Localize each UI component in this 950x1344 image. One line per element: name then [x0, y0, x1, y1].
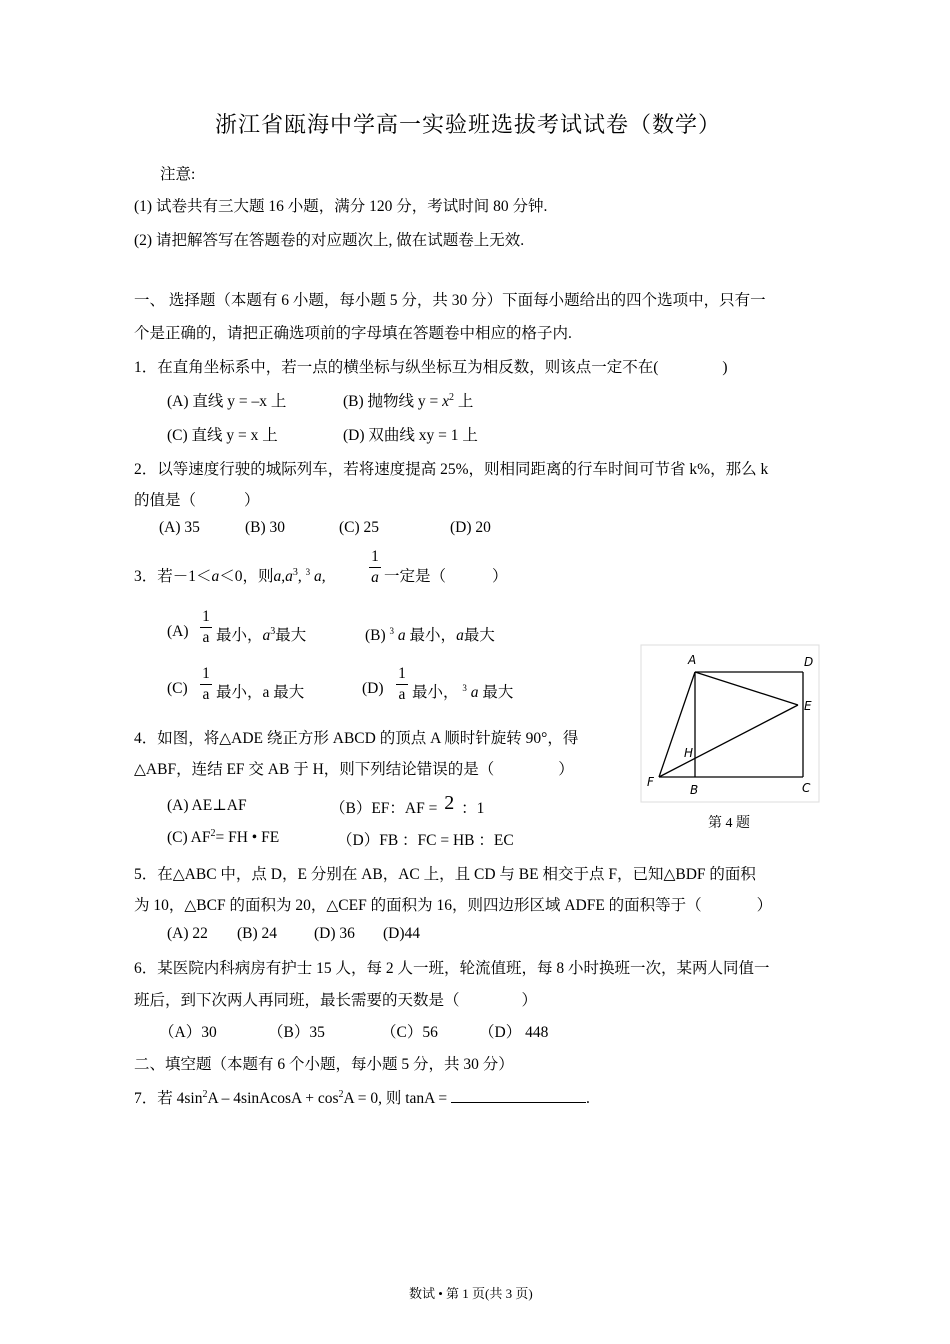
q1-option-a: (A) 直线 y = –x 上 [167, 393, 287, 410]
q3-option-a-var: a [262, 627, 271, 644]
q3-option-d-text1: 最小， [412, 684, 459, 701]
q3-exp3: 3 [292, 566, 298, 578]
q3-option-b-root: 3 [389, 625, 395, 636]
q3-option-d-text2: 最大 [482, 684, 514, 701]
q7-exp1: 2 [202, 1088, 208, 1100]
q3-option-c-label: (C) [167, 680, 188, 697]
q3-list-a3: a [285, 568, 293, 585]
fig-label-h: H [684, 746, 694, 760]
q4-option-c [167, 828, 279, 847]
notice-heading: 注意: [160, 166, 196, 183]
q2-option-a: (A) 35 [159, 519, 200, 536]
q3-option-a-num: 1 [202, 608, 210, 625]
q3-option-a-text [216, 623, 306, 645]
q2-line1: 2．以等速度行驶的城际列车，若将速度提高 25%，则相同距离的行车时间可节省 k%，那么 k [134, 461, 769, 478]
q4-figure-caption: 第 4 题 [708, 816, 750, 831]
q3-option-a-label: (A) [167, 623, 189, 640]
q1-option-b-suffix: 上 [457, 393, 474, 410]
q3-stem-prefix: 3．若－1＜ [134, 568, 212, 585]
q1-option-b-prefix: (B) 抛物线 y = [343, 393, 439, 410]
q2-line2-text: 的值是（ [134, 492, 197, 509]
q2-option-c: (C) 25 [339, 519, 380, 536]
q4-option-b [330, 792, 485, 819]
fig-label-b: B [690, 783, 699, 797]
q6-line2 [134, 988, 537, 1010]
q6-option-d: （D） 448 [479, 1024, 549, 1041]
q3-option-b-label: (B) [365, 627, 386, 644]
notice-item-2: (2) 请把解答写在答题卷的对应题次上, 做在试题卷上无效. [134, 232, 525, 249]
q2-option-b: (B) 30 [245, 519, 286, 536]
q5-option-c: (D) 36 [314, 925, 355, 942]
q1-option-c: (C) 直线 y = x 上 [167, 427, 278, 444]
q3-stem-fraction [369, 549, 381, 585]
q7-end: . [585, 1090, 590, 1107]
q1-option-b-var: x [442, 393, 450, 410]
q3-root-index: 3 [305, 566, 311, 577]
q4-option-d: （D）FB ：FC = HB ：EC [337, 832, 514, 849]
q3-option-b [365, 623, 495, 645]
q3-option-c-fraction [200, 666, 212, 702]
q3-option-c-text: 最小，a 最大 [216, 684, 305, 701]
q2-close: ） [244, 492, 260, 509]
page-title: 浙江省瓯海中学高一实验班选拔考试试卷（数学） [215, 112, 722, 137]
q3-option-d-label: (D) [362, 680, 384, 697]
q3-option-d-var: a [470, 684, 479, 701]
q3-option-a-fraction [200, 609, 212, 645]
q6-close: ） [521, 992, 538, 1009]
q5-close: ） [756, 897, 773, 914]
q7-exp2: 2 [338, 1088, 344, 1100]
q5-line2 [134, 893, 772, 915]
q1-stem [134, 355, 728, 377]
q3-option-b-text1: 最小， [409, 627, 457, 644]
fig-label-c: C [802, 781, 811, 795]
q3-option-d-fraction [396, 666, 408, 702]
q7-stem [134, 1086, 590, 1108]
notice-item-1: (1) 试卷共有三大题 16 小题，满分 120 分，考试时间 80 分钟. [134, 198, 548, 215]
q5-option-b: (B) 24 [237, 925, 278, 942]
q1-option-b-exp: 2 [449, 391, 455, 403]
q4-line1: 4．如图，将△ADE 绕正方形 ABCD 的顶点 A 顺时针旋转 90°，得 [134, 730, 579, 747]
q3-stem-suffix: 一定是（ [384, 568, 447, 585]
q3-option-a-den: a [202, 628, 210, 646]
q1-option-d: (D) 双曲线 xy = 1 上 [343, 427, 478, 444]
q3-option-a-text2: 最大 [275, 627, 307, 644]
q4-close: ） [558, 761, 574, 778]
q4-line2 [134, 757, 574, 779]
q4-option-c-suffix: = FH • FE [215, 829, 280, 847]
q6-option-a: （A）30 [159, 1024, 217, 1041]
q4-option-a: (A) AE⊥AF [167, 797, 247, 814]
q5-line1: 5．在△ABC 中，点 D，E 分别在 AB，AC 上，且 CD 与 BE 相交于点 F，已知△BDF 的面积 [134, 866, 756, 883]
q3-frac-den: a [371, 568, 379, 586]
q5-line2-text: 为 10，△BCF 的面积为 20，△CEF 的面积为 16，则四边形区域 ADFE 的面积等于（ [134, 897, 702, 914]
q4-option-c-prefix: (C) AF [167, 829, 211, 847]
q1-close: ) [722, 359, 728, 376]
q4-option-b-prefix: （B）EF：AF = [330, 800, 438, 817]
q6-line1: 6．某医院内科病房有护士 15 人，每 2 人一班，轮流值班，每 8 小时换班一次，某两人同值一 [134, 960, 770, 977]
q3-stem-end [384, 564, 508, 586]
q7-answer-blank[interactable] [451, 1088, 586, 1103]
q7-suffix: A = 0, 则 tanA = [343, 1090, 448, 1107]
q5-option-d: (D)44 [383, 925, 421, 942]
q3-close: ） [492, 568, 508, 585]
q7-mid: A – 4sinAcosA + cos [207, 1090, 339, 1107]
q3-option-c-den: a [202, 685, 210, 703]
q2-option-d: (D) 20 [450, 519, 491, 536]
fig-label-f: F [647, 775, 654, 789]
fig-label-e: E [804, 699, 812, 713]
section1-line2: 个是正确的，请把正确选项前的字母填在答题卷中相应的格子内. [134, 325, 572, 342]
q3-option-d-den: a [398, 685, 406, 703]
q4-option-b-suffix: ：1 [461, 800, 485, 817]
q3-frac-num: 1 [371, 548, 379, 565]
q3-option-b-text2: 最大 [463, 627, 495, 644]
q3-option-a-exp: 3 [270, 625, 276, 637]
section2-heading: 二、填空题（本题有 6 个小题，每小题 5 分，共 30 分） [134, 1056, 514, 1073]
fig-label-d: D [804, 655, 814, 669]
q3-option-b-var1: a [397, 627, 406, 644]
section1-line1: 一、 选择题（本题有 6 小题，每小题 5 分，共 30 分）下面每小题给出的四个选项中，只有一 [134, 292, 766, 309]
q3-option-b-var2: a [456, 627, 464, 644]
q4-option-b-root: 2 [444, 792, 455, 814]
q4-line2-text: △ABF，连结 EF 交 AB 于 H，则下列结论错误的是（ [134, 761, 495, 778]
q3-option-d-text [412, 680, 513, 702]
q3-stem-mid: ＜0，则 [219, 568, 274, 585]
q1-option-b [343, 389, 473, 411]
q3-option-d-num: 1 [398, 665, 406, 682]
q6-option-b: （B）35 [268, 1024, 325, 1041]
q3-option-d-root: 3 [462, 682, 467, 693]
q2-line2 [134, 488, 260, 510]
q3-stem: 3．若－1＜a＜0，则$a,a^3$, $^3$ a, [134, 566, 326, 585]
q3-var-a: a [211, 568, 220, 585]
q3-option-a-text1: 最小， [216, 627, 263, 644]
q7-prefix: 7．若 4sin [134, 1090, 203, 1107]
fig-label-a: A [688, 653, 697, 667]
q3-root-a: a [314, 568, 322, 585]
q6-option-c: （C）56 [381, 1024, 438, 1041]
q1-stem-text: 1．在直角坐标系中，若一点的横坐标与纵坐标互为相反数，则该点一定不在( [134, 359, 659, 376]
q4-figure [640, 644, 820, 804]
page-footer: 数试 • 第 1 页(共 3 页) [409, 1286, 533, 1301]
q3-option-c-num: 1 [202, 665, 210, 682]
q3-list-a: a [273, 568, 282, 585]
q4-option-c-exp: 2 [210, 828, 216, 839]
q5-option-a: (A) 22 [167, 925, 208, 942]
fig-edge-ae [695, 672, 798, 705]
q6-line2-text: 班后，到下次两人再同班，最长需要的天数是（ [134, 992, 460, 1009]
